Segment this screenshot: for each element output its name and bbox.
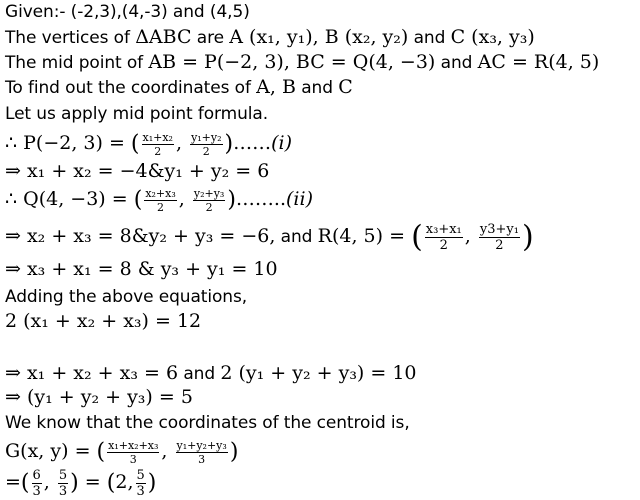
equation-ii: [5, 184, 313, 214]
denominator: 3: [58, 484, 68, 499]
text: and: [275, 227, 318, 247]
math: ΔABC: [135, 26, 192, 48]
text: and: [295, 78, 339, 98]
denominator: 3: [198, 453, 206, 466]
math: A, B: [256, 76, 296, 98]
math: ∴ Q(4, −3) =: [5, 188, 134, 210]
sum-equation: 2 (x₁ + x₂ + x₃) = 12: [5, 310, 202, 332]
math: ∴ P(−2, 3) =: [5, 132, 131, 154]
numerator: y₁+y₂: [191, 131, 222, 144]
math: G(x, y) =: [5, 440, 97, 462]
fraction: [176, 440, 228, 465]
vertices-line: [5, 26, 535, 48]
denominator: 2: [157, 201, 165, 214]
fraction: [190, 132, 222, 157]
comma: ,: [161, 440, 174, 462]
numerator: x₂+x₃: [145, 187, 176, 200]
y-sum-line: ⇒ (y₁ + y₂ + y₃) = 5: [5, 386, 193, 408]
numerator: x₁+x₂+x₃: [108, 439, 159, 452]
text: and: [408, 28, 451, 48]
centroid-formula: [5, 435, 238, 467]
math: 2,: [115, 471, 134, 493]
find-line: [5, 76, 353, 98]
text: and: [178, 364, 221, 384]
math: =: [5, 471, 21, 493]
apply-formula-line: Let us apply mid point formula.: [5, 104, 269, 124]
numerator: 5: [58, 468, 68, 483]
math: AB = P(−2, 3), BC = Q(4, −3): [148, 51, 436, 73]
fraction: [479, 223, 520, 252]
centroid-intro-line: We know that the coordinates of the centroid is,: [5, 413, 410, 433]
result-line-3: ⇒ x₃ + x₁ = 8 & y₃ + y₁ = 10: [5, 258, 278, 280]
paren-close: ): [224, 131, 234, 157]
dots: ……..: [235, 188, 287, 210]
math: 2 (y₁ + y₂ + y₃) = 10: [220, 362, 417, 384]
fraction: [193, 188, 225, 213]
denominator: 3: [129, 453, 137, 466]
text: are: [191, 28, 230, 48]
fraction: [425, 223, 463, 252]
result-line-1: ⇒ x₁ + x₂ = −4&y₁ + y₂ = 6: [5, 160, 270, 182]
equation-tag: (i): [271, 132, 293, 154]
fraction: [58, 469, 68, 498]
math: =: [78, 471, 107, 493]
dots: ……: [233, 132, 272, 154]
text: The mid point of: [5, 53, 149, 73]
paren-open: (: [133, 187, 143, 213]
comma: ,: [175, 132, 189, 154]
fraction: [136, 469, 146, 498]
math: C (x₃, y₃): [450, 26, 535, 48]
result-line-2: [5, 216, 534, 256]
midpoint-line: [5, 51, 599, 73]
paren-close: ): [70, 470, 79, 496]
fraction: [144, 188, 176, 213]
numerator: x₁+x₂: [142, 131, 173, 144]
comma: ,: [178, 188, 191, 210]
adding-line: Adding the above equations,: [5, 287, 248, 307]
paren-open: (: [96, 439, 106, 465]
comma: ,: [43, 471, 56, 493]
denominator: 2: [205, 201, 213, 214]
paren-close: ): [147, 470, 157, 496]
numerator: 6: [32, 468, 41, 483]
paren-close: ): [521, 219, 534, 255]
math: ⇒ x₂ + x₃ = 8&y₂ + y₃ = −6,: [5, 225, 276, 247]
paren-close: ): [229, 439, 239, 465]
math: R(4, 5) =: [317, 225, 412, 247]
fraction: [107, 440, 159, 465]
comma: ,: [464, 225, 477, 247]
paren-close: ): [227, 187, 236, 213]
sum-result-line: [5, 362, 417, 384]
text: and: [435, 53, 478, 73]
numerator: y3+y₁: [479, 222, 519, 237]
numerator: y₂+y₃: [193, 187, 225, 200]
denominator: 2: [154, 145, 162, 158]
denominator: 2: [439, 238, 448, 253]
paren-open: (: [106, 470, 116, 496]
math: A (x₁, y₁), B (x₂, y₂): [229, 26, 409, 48]
centroid-result: [5, 466, 156, 498]
math: AC = R(4, 5): [477, 51, 600, 73]
given-line: Given:- (-2,3),(4,-3) and (4,5): [5, 2, 250, 22]
numerator: x₃+x₁: [425, 222, 462, 237]
numerator: 5: [136, 468, 145, 483]
denominator: 2: [202, 145, 210, 158]
fraction: [32, 469, 42, 498]
paren-open: (: [20, 470, 30, 496]
text: To find out the coordinates of: [5, 78, 257, 98]
text: The vertices of: [5, 28, 136, 48]
paren-open: (: [130, 131, 140, 157]
denominator: 2: [495, 238, 504, 253]
denominator: 3: [32, 484, 41, 499]
equation-tag: (ii): [286, 188, 313, 210]
paren-open: (: [411, 219, 423, 255]
math: C: [338, 76, 353, 98]
numerator: y₁+y₂+y₃: [176, 439, 227, 452]
equation-i: [5, 128, 292, 158]
math: ⇒ x₁ + x₂ + x₃ = 6: [5, 362, 179, 384]
fraction: [142, 132, 174, 157]
denominator: 3: [136, 484, 145, 499]
